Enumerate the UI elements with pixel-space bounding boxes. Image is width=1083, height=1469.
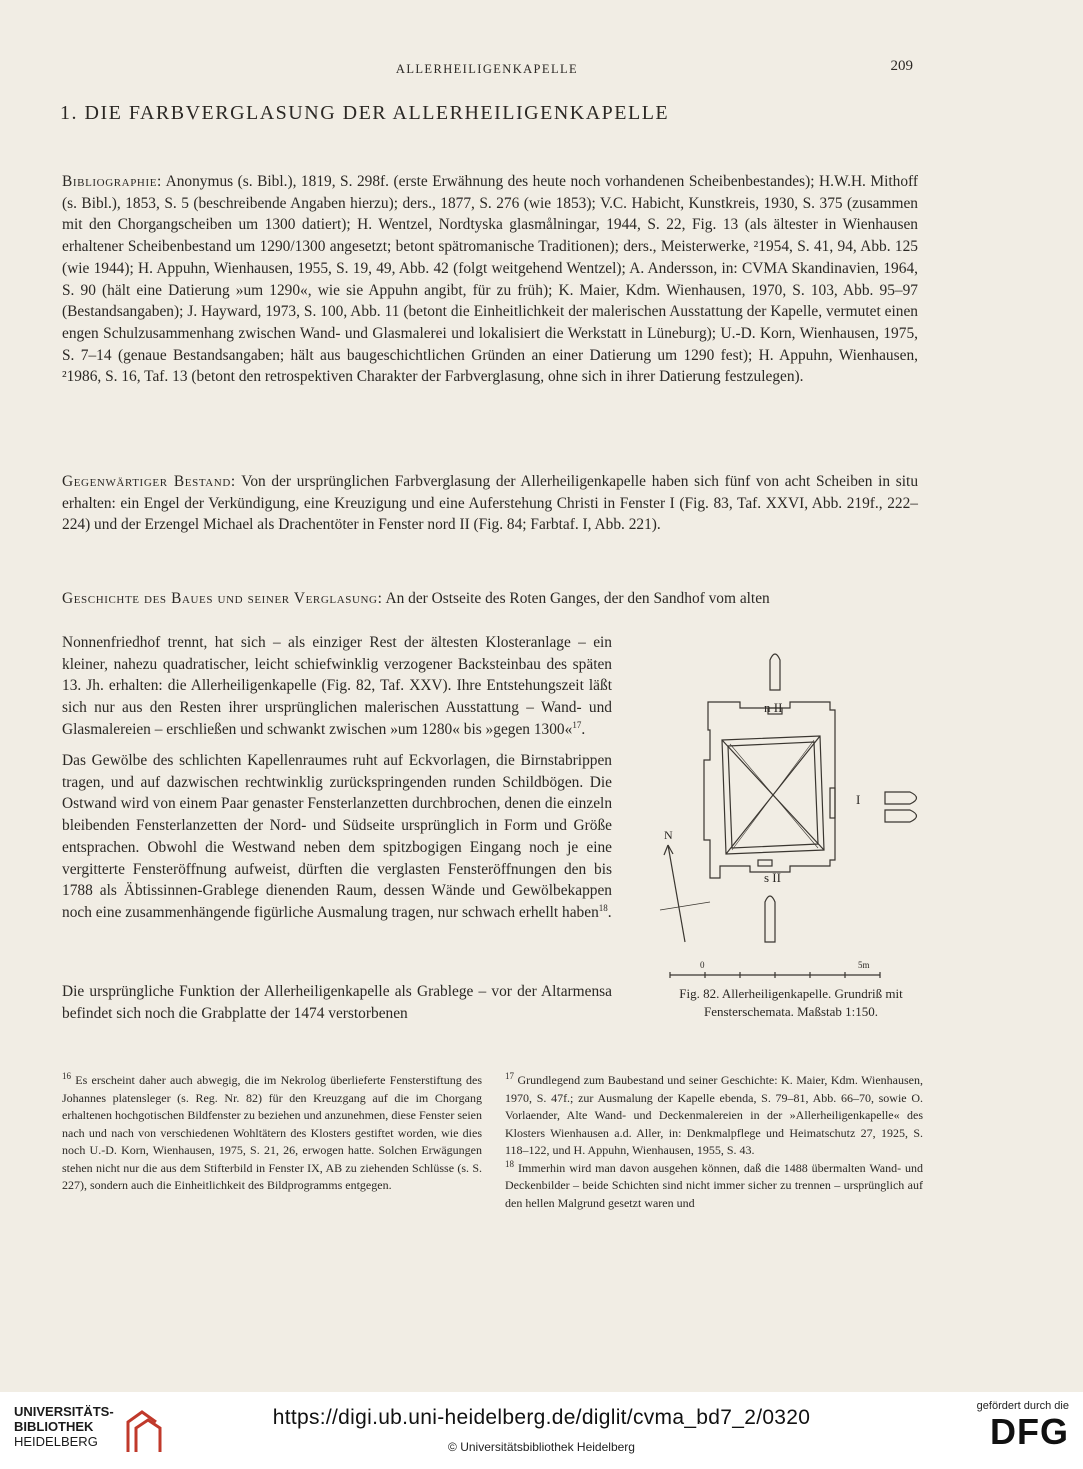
east-window-opening: [830, 788, 835, 818]
label-compass-north: N: [664, 828, 673, 842]
footnotes-right-column: [505, 1072, 923, 1212]
bibliography-label: Bibliographie:: [62, 173, 162, 190]
dfg-funding-note: gefördert durch die: [976, 1400, 1069, 1412]
geschichte-intro-paragraph: [62, 588, 918, 610]
section-heading: 1. DIE FARBVERGLASUNG DER ALLERHEILIGENKAPELLE: [60, 102, 670, 124]
dfg-logo[interactable]: [959, 1400, 1069, 1462]
permalink-url[interactable]: https://digi.ub.uni-heidelberg.de/diglit/cvma_bd7_2/0320: [272, 1406, 811, 1429]
dfg-wordmark: DFG: [990, 1411, 1069, 1452]
bestand-paragraph: [62, 471, 918, 536]
scale-label-zero: 0: [700, 960, 705, 970]
copyright-notice: © Universitätsbibliothek Heidelberg: [448, 1440, 635, 1454]
bestand-label: Gegenwärtiger Bestand:: [62, 473, 236, 490]
footnote-16-text: Es erscheint daher auch abwegig, die im Nekrolog überlieferte Fensterstiftung des Johannes platensleger (s. Reg. Nr. 82) für den Kreuzgang auf die im Chorgang erhaltenen hochgotischen Bildfenster zu beziehen und anzunehmen, diese Fenster seien nach und nach von verschiedenen Wohltätern des Klosters gestiftet worden, wie dies noch U.-D. Korn, Wienhausen, 1975, S. 21, 26, erwogen hatte. Solchen Erwägungen stehen nicht nur die aus dem Stifterbild in Fenster IX, AB zu ziehenden Schlüsse (s. S. 227), sondern auch die Einheitlichkeit des Bildprogramms entgegen.: [62, 1073, 483, 1192]
window-scheme-south: [765, 896, 775, 942]
south-window-opening: [758, 860, 772, 866]
footnote-ref-18[interactable]: 18: [598, 902, 608, 913]
footnotes-left-column: [62, 1072, 482, 1195]
gewoelbe-paragraph: Das Gewölbe des schlichten Kapellenraumes ruht auf Eckvorlagen, die Birnstabrippen tragen, und auf dazwischen rechtwinklig zurückspringenden runden Schildbögen. Die Ostwand wird von einem Paar genaster Fensterlanzetten durchbrochen, denen die einzeln bleibenden Fensterlanzetten der Nord- und Südseite ursprünglich in Form und Größe entsprachen. Obwohl die Westwand neben dem spitzbogigen Eingang noch je eine vergitterte Fensteröffnung aufweist, dürften die verglasten Fensteröffnungen den bis 1788 als Äbtissinnen-Grablege dienenden Raum, dessen Wände und Gewölbekappen noch eine zusammenhängende figürliche Ausmalung tragen, nur schwach erhellt haben$^{18}$.: [62, 752, 613, 921]
label-south-window: s II: [764, 870, 781, 885]
label-east-window: I: [856, 792, 861, 807]
floor-plan-figure: [640, 640, 940, 985]
bestand-text: Von der ursprünglichen Farbverglasung der Allerheiligenkapelle haben sich fünf von acht Scheiben in situ erhalten: ein Engel der Verkündigung, eine Kreuzigung und eine Auferstehung Christi in Fenster I (Fig. 83, Taf. XXVI, Abb. 219f., 222–224) und der Erzengel Michael als Drachentöter in Fenster nord II (Fig. 84; Farbtaf. I, Abb. 221).: [62, 473, 919, 534]
north-arrow-line: [668, 845, 685, 942]
label-north-window: n II: [764, 700, 783, 715]
funktion-paragraph: Die ursprüngliche Funktion der Allerheiligenkapelle als Grablege – vor der Altarmensa befindet sich noch die Grabplatte der 1474 verstorbenen: [62, 983, 612, 1022]
geschichte-intro-text: An der Ostseite des Roten Ganges, der den Sandhof vom alten: [385, 590, 770, 607]
footnote-ref-17[interactable]: 17: [572, 719, 582, 730]
gewoelbe-text: Das Gewölbe des schlichten Kapellenraumes ruht auf Eckvorlagen, die Birnstabrippen tragen, und auf dazwischen rechtwinklig zurückspringenden runden Schildbögen. Die Ostwand wird von einem Paar genaster Fensterlanzetten durchbrochen, denen die einzeln bleibenden Fensterlanzetten der Nord- und Südseite ursprünglich in Form und Größe entsprachen. Obwohl die Westwand neben dem spitzbogigen Eingang noch je eine vergitterte Fensteröffnung aufweist, dürften die verglasten Fensteröffnungen den bis 1788 als Äbtissinnen-Grablege dienenden Raum, dessen Wände und Gewölbekappen noch eine zusammenhängende figürliche Ausmalung tragen, nur schwach erhellt haben: [62, 752, 613, 921]
footnote-16: [62, 1072, 482, 1195]
geschichte-main-paragraph: Nonnenfriedhof trennt, hat sich – als einziger Rest der ältesten Klosteranlage – ein kleiner, nahezu quadratischer, leicht schiefwinklig verzogener Backsteinbau des späten 13. Jh. erhalten: die Allerheiligenkapelle (Fig. 82, Taf. XXV). Ihre Entstehungszeit läßt sich nur aus den Resten ihrer ursprünglichen malerischen Ausstattung – Wand- und Glasmalereien – erschließen und schwankt zwischen »um 1280« bis »gegen 1300«$^{17}$.: [62, 634, 612, 738]
footnote-16-number: 16: [62, 1071, 71, 1081]
window-scheme-east-2: [885, 810, 917, 822]
library-name-line3: HEIDELBERG: [14, 1434, 98, 1449]
page-number: 209: [890, 58, 913, 74]
viewer-footer: [0, 1392, 1083, 1469]
library-name-line1: UNIVERSITÄTS-: [14, 1404, 114, 1419]
scale-label-end: 5m: [858, 960, 870, 970]
floor-plan-drawing: [640, 640, 940, 985]
geschichte-main-text: Nonnenfriedhof trennt, hat sich – als einziger Rest der ältesten Klosteranlage – ein kleiner, nahezu quadratischer, leicht schiefwinklig verzogener Backsteinbau des späten 13. Jh. erhalten: die Allerheiligenkapelle (Fig. 82, Taf. XXV). Ihre Entstehungszeit läßt sich nur aus den Resten ihrer ursprünglichen malerischen Ausstattung – Wand- und Glasmalereien – erschließen und schwankt zwischen »um 1280« bis »gegen 1300«: [62, 634, 612, 738]
bibliography-paragraph: [62, 171, 918, 388]
figure-caption: Fig. 82. Allerheiligenkapelle. Grundriß mit Fensterschemata. Maßstab 1:150.: [679, 986, 903, 1019]
footnote-17-text: Grundlegend zum Baubestand und seiner Geschichte: K. Maier, Kdm. Wienhausen, 1970, S. 47f.; zur Ausmalung der Kapelle ebenda, S. 79–81, Abb. 66–70, sowie O. Vorlaender, Alte Wand- und Deckenmalereien in der »Allerheiligenkapelle« des Klosters Wienhausen a.d. Aller, in: Denkmalpflege und Heimatschutz 27, 1925, S. 118–122, und H. Appuhn, Wienhausen, 1955, S. 43.: [505, 1073, 923, 1157]
footnote-18: [505, 1160, 923, 1213]
footnote-18-number: 18: [505, 1158, 514, 1169]
window-scheme-north: [770, 654, 780, 690]
footnote-17: [505, 1072, 923, 1160]
bibliography-text: Anonymus (s. Bibl.), 1819, S. 298f. (erste Erwähnung des heute noch vorhandenen Scheibenbestandes); H.W.H. Mithoff (s. Bibl.), 1853, S. 5 (beschreibende Angaben hierzu); ders., 1877, S. 276 (wie 1853); V.C. Habicht, Kunstkreis, 1930, S. 375 (zusammen mit den Chorgangscheiben um 1300 datiert); H. Wentzel, Nordtyska glasmålningar, 1944, S. 22, Fig. 13 (als ältester in Wienhausen erhaltener Scheibenbestand um 1290/1300 angesetzt; betont spätromanische Traditionen); ders., Meisterwerke, ²1954, S. 41, 94, Abb. 125 (wie 1944); H. Appuhn, Wienhausen, 1955, S. 19, 49, Abb. 42 (folgt weitgehend Wentzel); A. Andersson, in: CVMA Skandinavien, 1964, S. 90 (hält eine Datierung »um 1290«, wie sie Appuhn angibt, für zu früh); K. Maier, Kdm. Wienhausen, 1970, S. 103, Abb. 95–97 (Bestandsangaben); J. Hayward, 1973, S. 100, Abb. 11 (betont die Einheitlichkeit der malerischen Ausstattung der Kapelle, vermutet einen engen Schulzusammenhang zwischen Wand- und Glasmalerei und lokalisiert die Werkstatt in Lüneburg); U.-D. Korn, Wienhausen, 1975, S. 7–14 (genaue Bestandsangaben; hält aus baugeschichtlichen Gründen an einer Datierung um 1290 fest); H. Appuhn, Wienhausen, ²1986, S. 16, Taf. 13 (betont den retrospektiven Charakter der Farbverglasung, ohne sich in ihrer Datierung festzulegen).: [62, 173, 918, 386]
footnote-17-number: 17: [505, 1071, 514, 1081]
running-title: ALLERHEILIGENKAPELLE: [395, 62, 579, 76]
library-name-line2: BIBLIOTHEK: [14, 1419, 94, 1434]
footnote-18-text: Immerhin wird man davon ausgehen können, daß die 1488 übermalten Wand- und Deckenbilder – beide Schichten sind nicht immer sicher zu trennen – ursprünglich auf den hellen Malgrund gesetzt waren und: [505, 1160, 924, 1210]
window-scheme-east-1: [885, 792, 917, 804]
geschichte-label: Geschichte des Baues und seiner Verglasung:: [62, 590, 383, 607]
